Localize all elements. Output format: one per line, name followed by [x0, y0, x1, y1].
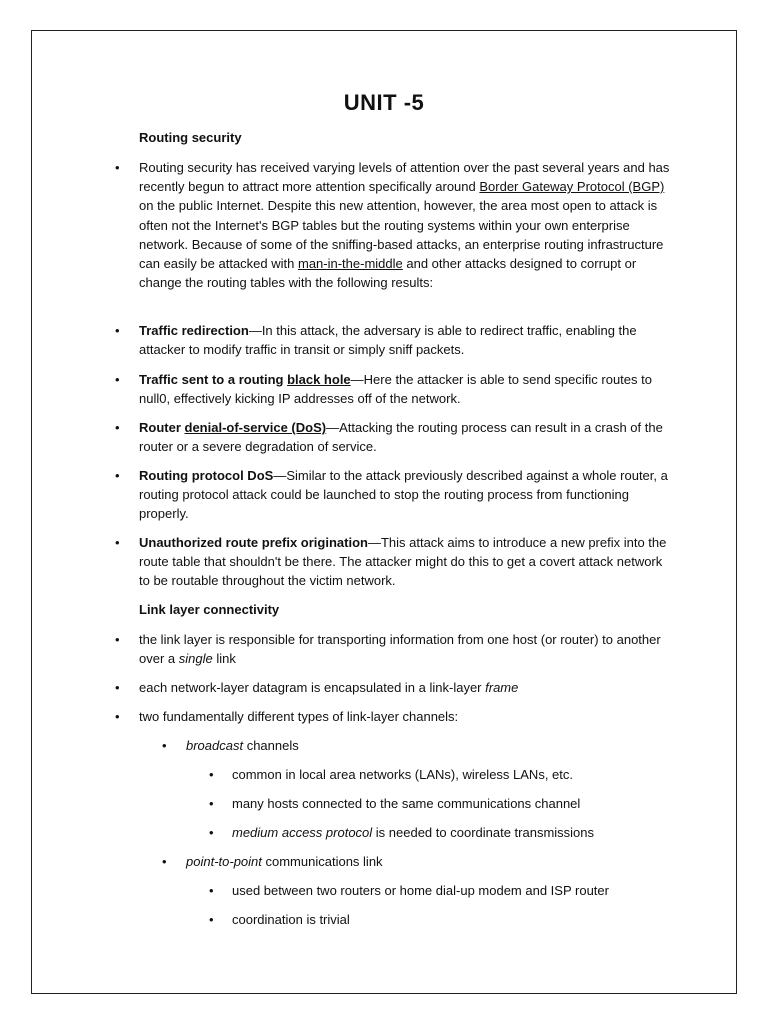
intro-paragraph: Routing security has received varying levels of attention over the past several years and has recently begun to attract more attention specifically around Border Gateway Protocol (BGP) on the public Internet. Despite this new attention, however, the area most open to attack is often not the Internet's BGP tables but the routing systems within your own enterprise network. Because of some of the sniffing-based attacks, an enterprise routing infrastructure can easily be attacked with man-in-the-middle and other attacks designed to corrupt or change the routing tables with the following results:	[139, 160, 670, 291]
section-heading-link-layer: Link layer connectivity	[139, 602, 280, 617]
list-item-prefix-origination: Unauthorized route prefix origination—This attack aims to introduce a new prefix into the route table that shouldn't be there. The attacker might do this to get a covert attack network to be routable throughout the victim network.	[139, 535, 667, 589]
bullet-icon: •	[162, 854, 167, 869]
list-item-link-layer-responsibility: the link layer is responsible for transporting information from one host (or router) to another over a single link	[139, 632, 661, 667]
bullet-icon: •	[115, 632, 120, 647]
bgp-link[interactable]: Border Gateway Protocol (BGP)	[479, 179, 665, 195]
dos-link[interactable]: denial-of-service (DoS)	[184, 420, 327, 435]
list-item-broadcast-mac: medium access protocol is needed to coordinate transmissions	[232, 825, 595, 840]
list-item-broadcast-hosts: many hosts connected to the same communications channel	[232, 796, 581, 811]
bullet-icon: •	[209, 767, 214, 782]
list-item-broadcast-lans: common in local area networks (LANs), wireless LANs, etc.	[232, 767, 574, 782]
list-item-black-hole: Traffic sent to a routing black hole—Here the attacker is able to send specific routes to null0, effectively kicking IP addresses off of the network.	[139, 372, 652, 407]
bullet-icon: •	[115, 323, 120, 338]
bullet-icon: •	[115, 468, 120, 483]
list-item-encapsulation: each network-layer datagram is encapsulated in a link-layer frame	[139, 680, 519, 695]
mitm-link[interactable]: man-in-the-middle	[297, 256, 403, 272]
bullet-icon: •	[115, 680, 120, 695]
bullet-icon: •	[209, 796, 214, 811]
bullet-icon: •	[209, 883, 214, 898]
bullet-icon: •	[162, 738, 167, 753]
bullet-icon: •	[209, 825, 214, 840]
black-hole-link[interactable]: black hole	[287, 372, 351, 387]
section-heading-routing-security: Routing security	[139, 130, 242, 145]
list-item-traffic-redirection: Traffic redirection—In this attack, the adversary is able to redirect traffic, enabling the attacker to modify traffic in transit or simply sniff packets.	[139, 323, 637, 358]
bullet-icon: •	[115, 535, 120, 550]
bullet-icon: •	[115, 372, 120, 387]
list-item-protocol-dos: Routing protocol DoS—Similar to the attack previously described against a whole router, a routing protocol attack could be launched to stop the routing process from functioning properly.	[139, 468, 668, 522]
list-item-channel-types: two fundamentally different types of link-layer channels:	[139, 709, 459, 724]
list-item-broadcast: broadcast channels	[186, 738, 299, 753]
list-item-p2p-routers: used between two routers or home dial-up modem and ISP router	[232, 883, 609, 898]
list-item-point-to-point: point-to-point communications link	[186, 854, 383, 869]
list-item-router-dos: Router denial-of-service (DoS)—Attacking the routing process can result in a crash of the router or a severe degradation of service.	[139, 420, 663, 455]
list-item-p2p-coordination: coordination is trivial	[232, 912, 350, 927]
bullet-icon: •	[209, 912, 214, 927]
page-title: UNIT -5	[343, 90, 425, 115]
bullet-icon: •	[115, 709, 120, 724]
bullet-icon: •	[115, 420, 120, 435]
bullet-icon: •	[115, 160, 120, 175]
